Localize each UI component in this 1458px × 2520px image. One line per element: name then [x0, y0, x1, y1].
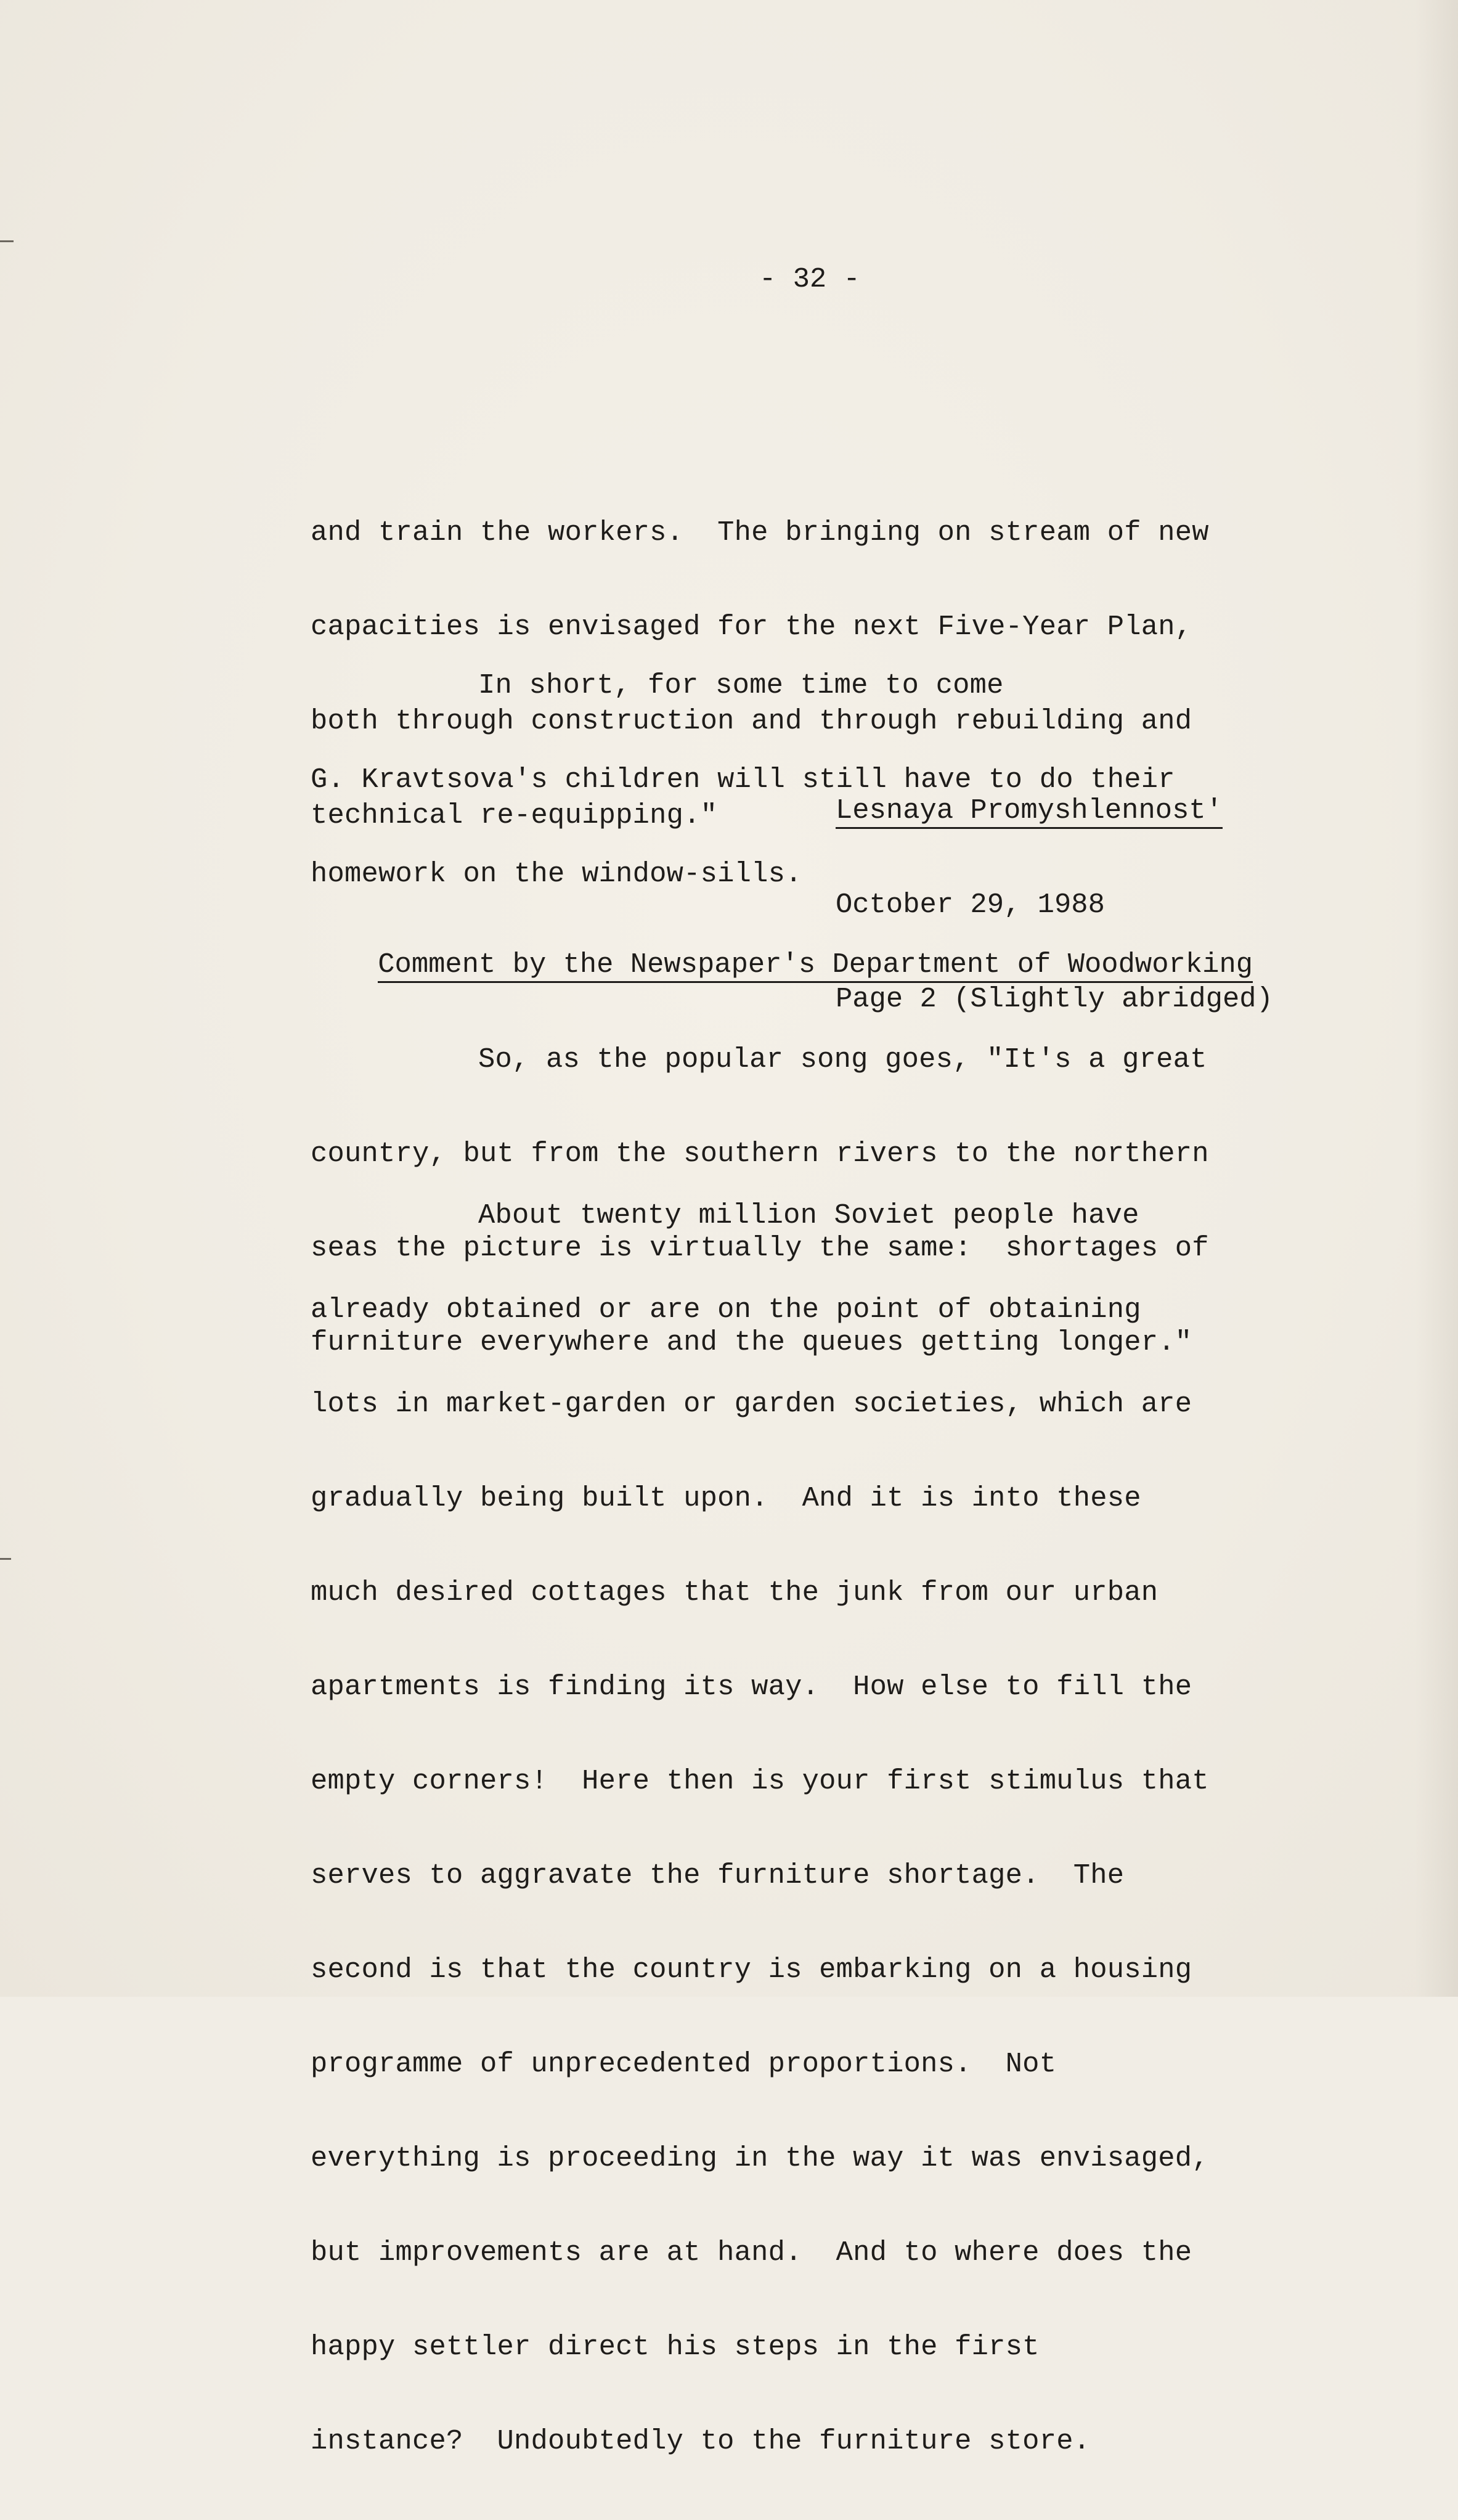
- paragraph-line: So, as the popular song goes, "It's a great: [478, 1043, 1207, 1075]
- paragraph-line: country, but from the southern rivers to the northern: [311, 1138, 1209, 1170]
- paragraph-line: much desired cottages that the junk from our urban: [311, 1576, 1159, 1609]
- paragraph-line: programme of unprecedented proportions. Not: [311, 2048, 1057, 2080]
- paragraph-line: both through construction and through rebuilding and: [311, 705, 1192, 737]
- paragraph-line: happy settler direct his steps in the first: [311, 2331, 1040, 2363]
- paragraph-line: serves to aggravate the furniture shortage. The: [311, 1859, 1125, 1891]
- paragraph-line: lots in market-garden or garden societies, which are: [311, 1388, 1192, 1420]
- paragraph-line: homework on the window-sills.: [311, 858, 802, 890]
- paragraph-line: everything is proceeding in the way it was envisaged,: [311, 2142, 1209, 2174]
- paragraph-line: apartments is finding its way. How else to fill the: [311, 1671, 1192, 1703]
- paragraph-line: gradually being built upon. And it is into these: [311, 1482, 1141, 1514]
- paragraph-line: capacities is envisaged for the next Five-Year Plan,: [311, 611, 1192, 643]
- paragraph-line: empty corners! Here then is your first stimulus that: [311, 1765, 1209, 1797]
- source-page: Page 2 (Slightly abridged): [836, 983, 1273, 1015]
- paragraph-line: second is that the country is embarking on a housing: [311, 1954, 1192, 1986]
- paragraph-line: already obtained or are on the point of obtaining: [311, 1294, 1141, 1326]
- paragraph-line: instance? Undoubtedly to the furniture store.: [311, 2425, 1091, 2457]
- paragraph-line: but improvements are at hand. And to where does the: [311, 2237, 1192, 2269]
- paragraph-line: and train the workers. The bringing on stream of new: [311, 516, 1209, 548]
- scan-margin-mark: [0, 240, 14, 242]
- paragraph-4: [311, 1137, 1209, 2520]
- section-heading-text: Comment by the Newspaper's Department of Woodworking: [378, 949, 1253, 983]
- paragraph-line: technical re-equipping.": [311, 799, 718, 831]
- paragraph-line: G. Kravtsova's children will still have to do their: [311, 764, 1175, 796]
- paragraph-line: In short, for some time to come: [478, 669, 1004, 701]
- paragraph-line: furniture everywhere and the queues getting longer.": [311, 1326, 1192, 1358]
- source-date: October 29, 1988: [836, 889, 1105, 921]
- paragraph-line: About twenty million Soviet people have: [478, 1199, 1139, 1231]
- source-publication: Lesnaya Promyshlennost': [836, 795, 1223, 829]
- scan-margin-mark: [0, 1558, 11, 1560]
- page-number: - 32 -: [759, 263, 860, 295]
- page-edge-shadow: [1415, 0, 1458, 1997]
- paragraph-line: seas the picture is virtually the same: shortages of: [311, 1232, 1209, 1264]
